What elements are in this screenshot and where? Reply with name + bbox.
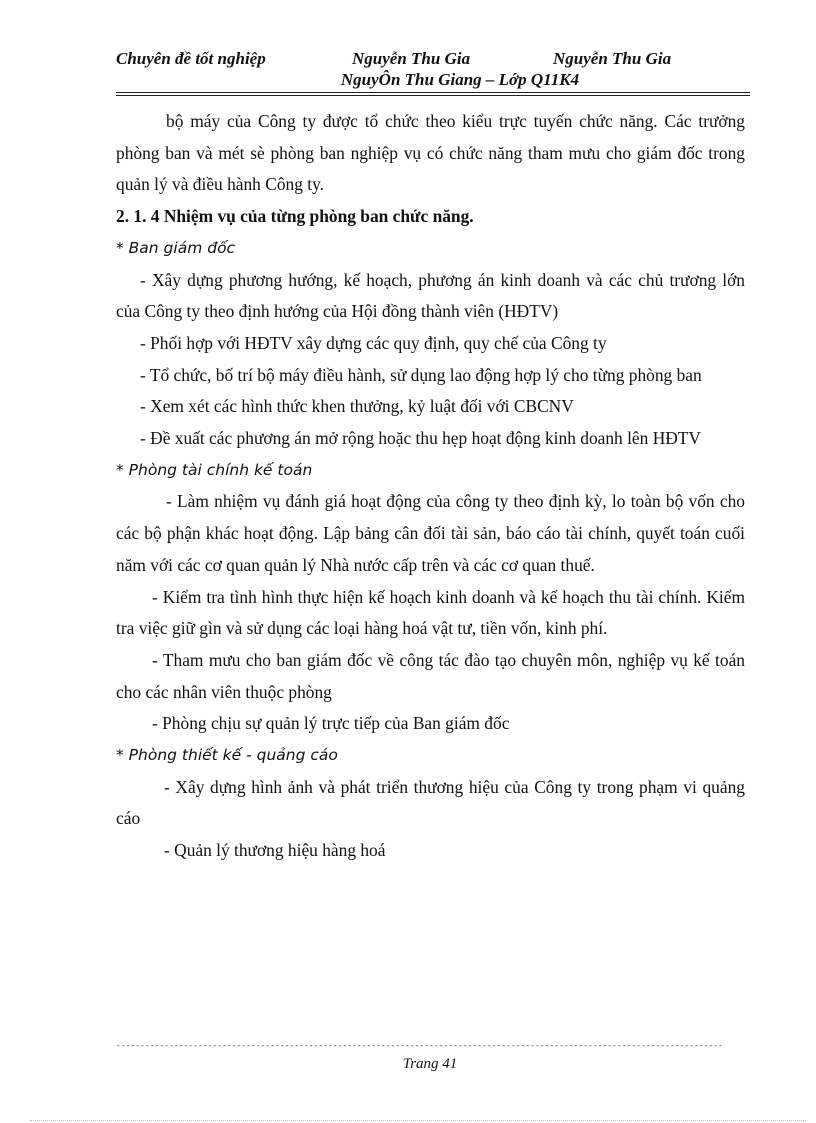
finance-duty-4: - Phòng chịu sự quản lý trực tiếp của Ban giám đốc [152, 713, 510, 734]
page-header [116, 49, 750, 92]
header-rule-top [116, 92, 750, 93]
finance-duty-1: - Làm nhiệm vụ đánh giá hoạt động của công ty theo định kỳ, lo toàn bộ vốn cho các bộ phận khác hoạt động. Lập bảng cân đối tài sản, báo cáo tài chính, quyết toán cuối năm với các cơ quan quản lý Nhà nước cấp trên và các cơ quan thuế. [116, 491, 745, 575]
design-duty-1: - Xây dựng hình ảnh và phát triển thương hiệu của Công ty trong phạm vi quảng cáo [116, 776, 745, 829]
board-duty-1: - Xây dựng phương hướng, kế hoạch, phương án kinh doanh và các chủ trương lớn của Công ty theo định hướng của Hội đồng thành viên (HĐTV) [116, 269, 745, 322]
page-bottom-dotted-edge [30, 1120, 806, 1121]
page-number: Trang 41 [402, 1056, 458, 1072]
intro-paragraph: bộ máy của Công ty được tổ chức theo kiểu trực tuyến chức năng. Các trưởng phòng ban và mét sè phòng ban nghiệp vụ có chức năng tham mưu cho giám đốc trong quản lý và điều hành Công ty. [116, 111, 745, 195]
footer-dashed-rule [116, 1041, 724, 1051]
subsection-title-design: * Phòng thiết kế - quảng cáo [116, 746, 338, 765]
subsection-title-board: * Ban giám đốc [116, 238, 236, 257]
board-duty-5: - Đề xuất các phương án mở rộng hoặc thu hẹp hoạt động kinh doanh lên HĐTV [140, 428, 701, 449]
board-duty-3: - Tổ chức, bố trí bộ máy điều hành, sử dụng lao động hợp lý cho từng phòng ban [140, 364, 702, 385]
finance-duty-3: - Tham mưu cho ban giám đốc về công tác đào tạo chuyên môn, nghiệp vụ kế toán cho các nhân viên thuộc phòng [116, 649, 745, 702]
subsection-title-finance: * Phòng tài chính kế toán [116, 460, 313, 479]
design-duty-2: - Quản lý thương hiệu hàng hoá [164, 840, 386, 861]
page-body [116, 106, 745, 867]
header-rule-bottom [116, 95, 750, 96]
board-duty-4: - Xem xét các hình thức khen thưởng, kỷ luật đối với CBCNV [140, 396, 574, 417]
header-middle: Nguyễn Thu Gia [352, 49, 471, 68]
header-author-line: NguyÔn Thu Giang – Lớp Q11K4 [340, 70, 580, 89]
finance-duty-2: - Kiểm tra tình hình thực hiện kế hoạch kinh doanh và kế hoạch thu tài chính. Kiểm tra việc giữ gìn và sử dụng các loại hàng hoá vật tư, tiền vốn, kinh phí. [116, 586, 745, 639]
board-duty-2: - Phối hợp với HĐTV xây dựng các quy định, quy chế của Công ty [140, 332, 607, 353]
header-row [116, 49, 750, 71]
section-heading: 2. 1. 4 Nhiệm vụ của từng phòng ban chức năng. [116, 206, 474, 227]
header-left: Chuyên đề tốt nghiệp [116, 49, 266, 68]
header-right: Nguyễn Thu Gia [553, 49, 672, 68]
